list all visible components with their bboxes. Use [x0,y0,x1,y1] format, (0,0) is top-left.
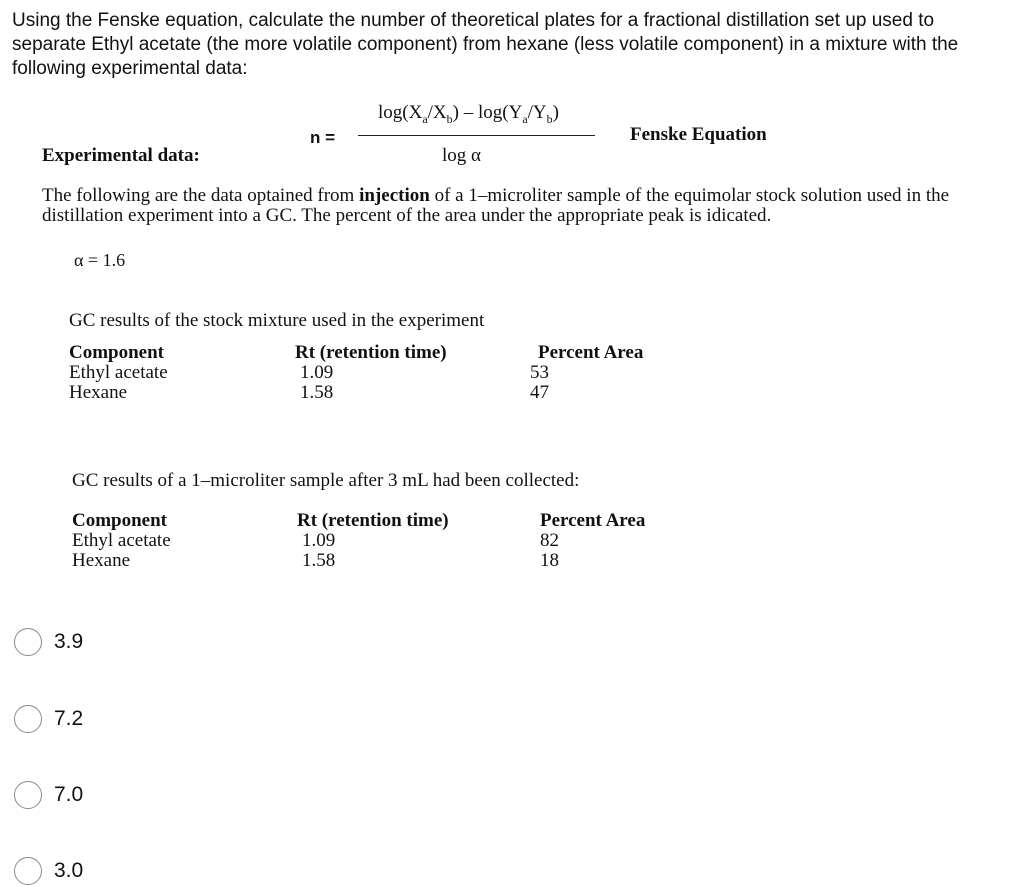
table1-cell: Hexane [69,382,128,403]
table2-header-percent: Percent Area [540,510,646,531]
option-label: 3.0 [54,859,84,882]
radio-button[interactable] [14,628,42,656]
option-label: 7.2 [54,707,84,730]
table2-cell: 1.58 [302,550,336,571]
table1-cell: 47 [530,382,549,403]
bold-word: injection [359,185,430,206]
answer-option-4[interactable] [14,857,83,885]
answer-option-3[interactable] [14,781,83,809]
formula-n-label: n = [310,128,336,147]
table2-header-rt: Rt (retention time) [297,510,449,531]
radio-button[interactable] [14,705,42,733]
table1-cell: 1.09 [300,362,334,383]
question-text: Using the Fenske equation, calculate the number of theoretical plates for a fractional distillation set up used to separate Ethyl acetate (the more volatile component) from hexane (less volatile component) in a mixture with the following experimental data: [12,10,959,79]
table1-col-component [69,343,168,403]
table1-header-rt: Rt (retention time) [295,342,447,363]
fenske-equation-label: Fenske Equation [630,124,767,145]
table1-cell: 53 [530,362,549,383]
table2-cell: 18 [540,550,559,571]
table1-header-component: Component [69,342,165,363]
radio-button[interactable] [14,781,42,809]
answer-option-2[interactable] [14,705,83,733]
experimental-data-heading: Experimental data: [42,145,200,166]
fraction-bar [358,135,595,136]
table2-cell: 82 [540,530,559,551]
option-label: 7.0 [54,783,84,806]
table2-cell: 1.09 [302,530,336,551]
alpha-value: α = 1.6 [74,250,126,270]
formula-numerator: $\log(X_a/X_b) - \log(Y_a/Y_b)$ [378,102,559,126]
table1-header-percent: Percent Area [538,342,644,363]
table1-col-rt [295,343,447,403]
table2-cell: Ethyl acetate [72,530,171,551]
table2-col-percent [540,511,645,571]
table1-cell: 1.58 [300,382,334,403]
table2-header-component: Component [72,510,168,531]
option-label: 3.9 [54,630,84,653]
formula-denominator: log α [442,145,481,166]
answer-option-1[interactable] [14,628,83,656]
table2-caption: GC results of a 1–microliter sample after 3 mL had been collected: [72,470,580,491]
table2-col-rt [297,511,449,571]
data-description-paragraph: The following are the data optained from injection of a 1–microliter sample of the equimolar stock solution used in the distillation experiment into a GC. The percent of the area under the appropriate peak is idicated. [42,185,950,226]
table1-col-percent [530,343,643,403]
table1-cell: Ethyl acetate [69,362,168,383]
table2-cell: Hexane [72,550,131,571]
table1-caption: GC results of the stock mixture used in the experiment [69,310,485,331]
table2-col-component [72,511,171,571]
radio-button[interactable] [14,857,42,885]
